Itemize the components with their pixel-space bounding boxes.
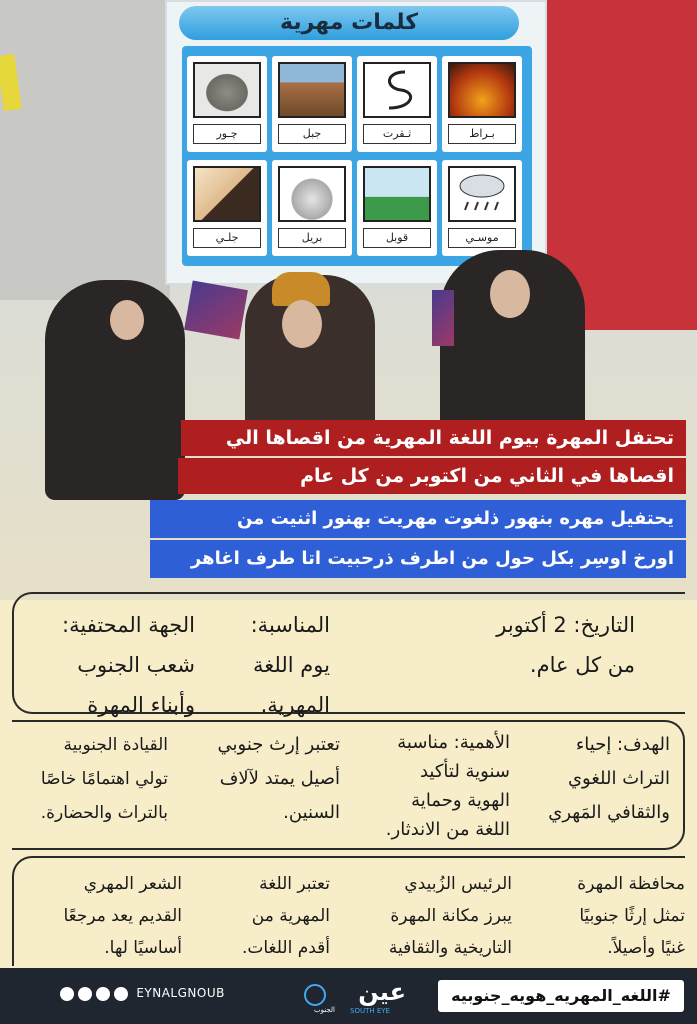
importance-line: الهوية وحماية [411,790,510,811]
fire-picture [448,62,516,118]
poster-card [442,56,522,152]
occasion-label: المناسبة: [250,613,330,637]
goal-line: والثقافي المَهري [548,802,670,823]
language-block [190,868,330,964]
poster-card [272,160,352,256]
date-value: من كل عام. [529,653,635,677]
leadership-block [6,728,168,830]
president-block [340,868,512,964]
poster-word: بريل [278,228,346,248]
leadership-line: القيادة الجنوبية [63,735,168,755]
mehri-line-1: يحتفيل مهره بنهور ذلغوت مهريت بهنور اثنيت من [150,500,686,538]
mehri-line-2: اورخ اوسِر بكل حول من اطرف ذرحبيت اتا طرف اغاهر [150,540,686,578]
snake-picture [363,62,431,118]
poster-card [187,56,267,152]
goal-block [520,728,670,830]
mahra-line: تمثل إرثًا جنوبيًا [579,906,685,926]
headline-line-1: تحتفل المهرة بيوم اللغة المهرية من اقصاها الي [181,420,686,456]
importance-line: سنوية لتأكيد [419,761,510,782]
occasion-line: يوم اللغة [253,653,330,677]
mahra-line: محافظة المهرة [577,874,685,894]
president-line: يبرز مكانة المهرة [390,906,512,926]
language-line: أقدم اللغات. [241,938,330,958]
poster-card [357,56,437,152]
mahra-block [525,868,685,964]
logo-subtitle-en: SOUTH EYE [350,1007,390,1015]
girl-middle-face [282,300,322,348]
poster-word: جبل [278,124,346,144]
logo-text: عين [358,978,406,1006]
occasion-block [215,605,330,725]
girl-left-face [110,300,144,340]
importance-block [348,728,510,844]
rock-picture [193,62,261,118]
mountain-picture [278,62,346,118]
poster-card [357,160,437,256]
heritage-line: تعتبر إرث جنوبي [217,734,340,755]
instagram-icon[interactable] [114,987,128,1001]
poster-word: قوبل [363,228,431,248]
poster-word: چـور [193,124,261,144]
poetry-line: القديم يعد مرجعًا [63,906,182,926]
organizer-block [25,605,195,725]
poster-card [187,160,267,256]
poster-word: موسـي [448,228,516,248]
poster-word: بـراط [448,124,516,144]
south-eye-logo [300,976,410,1018]
poster-card [272,56,352,152]
shoulder-picture [193,166,261,222]
president-line: الرئيس الزُبيدي [404,874,512,894]
facebook-icon[interactable] [78,987,92,1001]
organizer-label: الجهة المحتفية: [62,613,195,637]
leadership-line: بالتراث والحضارة. [40,803,168,823]
president-line: التاريخية والثقافية [388,938,512,958]
social-links [60,986,225,1001]
hashtag-label[interactable]: #اللغه_المهريه_هويه_جنوبيه [438,980,684,1012]
x-icon[interactable] [60,987,74,1001]
child-picture [363,166,431,222]
flag-right [432,290,454,346]
date-label: التاريخ: 2 أكتوبر [496,613,635,637]
heritage-line: السنين. [283,802,340,823]
headline-line-2: اقصاها في الثاني من اكتوبر من كل عام [178,458,686,494]
wall-gray [0,0,170,300]
mahra-line: غنيًا وأصيلاً. [607,938,685,958]
occasion-line: المهرية. [260,693,330,717]
language-line: المهرية من [251,906,330,926]
poster-word: جلـي [193,228,261,248]
leadership-line: تولي اهتمامًا خاصًا [40,769,168,789]
date-block [440,605,635,685]
goal-line: التراث اللغوي [567,768,670,789]
girl-right-face [490,270,530,318]
goal-line: الهدف: إحياء [575,734,670,755]
poetry-line: أساسيًا لها. [104,938,182,958]
social-handle: EYNALGNOUB [136,986,225,1000]
kettle-picture [278,166,346,222]
organizer-line: وأبناء المهرة [87,693,195,717]
importance-line: الأهمية: مناسبة [397,732,510,753]
flag-left [184,281,248,340]
heritage-line: أصيل يمتد لآلاف [219,768,340,789]
poetry-line: الشعر المهري [83,874,182,894]
poetry-block [20,868,182,964]
language-line: تعتبر اللغة [259,874,330,894]
rain-cloud-picture [448,166,516,222]
poster-card [442,160,522,256]
logo-subtitle: الجنوب [314,1006,335,1014]
eye-icon [304,984,326,1006]
poster-grid [182,46,532,266]
words-poster [165,0,547,285]
organizer-line: شعب الجنوب [77,653,195,677]
poster-title: كلمات مهرية [179,6,519,40]
importance-line: اللغة من الاندثار. [385,819,510,840]
poster-word: ثـقرت [363,124,431,144]
tiktok-icon[interactable] [96,987,110,1001]
heritage-block [172,728,340,830]
